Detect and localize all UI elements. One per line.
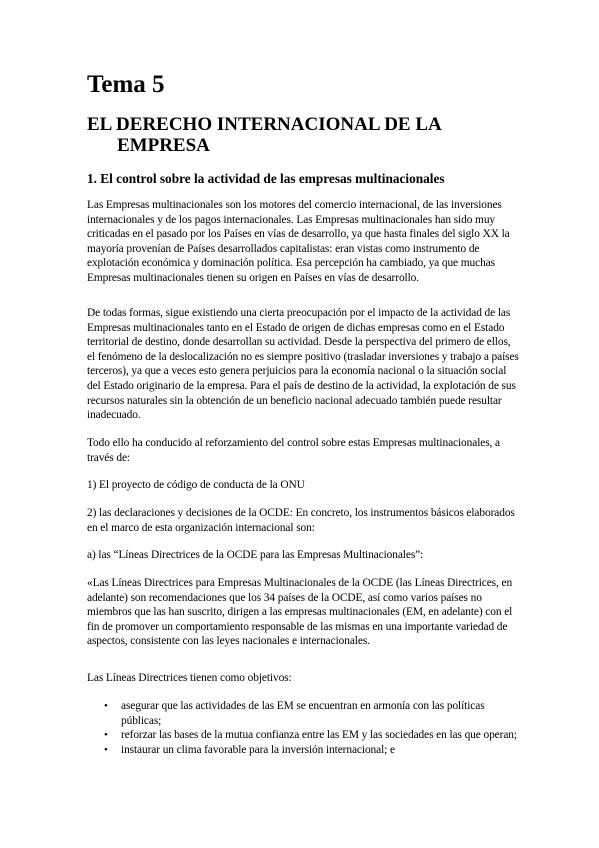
chapter-heading-line-2: EMPRESA xyxy=(117,135,210,156)
chapter-heading-line-1: EL DERECHO INTERNACIONAL DE LA xyxy=(87,114,442,135)
paragraph-4: 1) El proyecto de código de conducta de la ONU xyxy=(87,479,305,491)
list-item xyxy=(87,743,519,758)
paragraph-3: Todo ello ha conducido al reforzamiento del control sobre estas Empresas multinacionales, a través de: xyxy=(87,437,500,464)
objectives-list xyxy=(87,699,519,757)
chapter-heading xyxy=(87,114,507,156)
section-heading: 1. El control sobre la actividad de las empresas multinacionales xyxy=(87,171,445,186)
paragraph-2: De todas formas, sigue existiendo una cierta preocupación por el impacto de la actividad de las Empresas multinacionales tanto en el Estado de origen de dichas empresas como en el Estado territorial de destino, donde desarrollan su actividad. Desde la perspectiva del primero de ellos, el fenómeno de la deslocalización no es siempre positivo (trasladar inversiones y trabajo a países terceros), ya que a veces esto genera perjuicios para la economía nacional o la situación social del Estado originario de la empresa. Para el país de destino de la actividad, la explotación de sus recursos naturales sin la obtención de un beneficio nacional adecuado también puede resultar inadecuado. xyxy=(87,307,519,422)
bullet-icon: • xyxy=(104,700,108,712)
paragraph-5: 2) las declaraciones y decisiones de la OCDE: En concreto, los instrumentos básicos elaborados en el marco de esta organización internacional son: xyxy=(87,507,515,534)
page-title: Tema 5 xyxy=(87,71,165,98)
bullet-icon: • xyxy=(104,729,108,742)
paragraph-1: Las Empresas multinacionales son los motores del comercio internacional, de las inversiones internacionales y de los pagos internacionales. Las Empresas multinacionales han sido muy criticadas en el pasado por los Países en vías de desarrollo, ya que hasta finales del siglo XX la mayoría provenían de Países desarrollados capitalistas: eran vistas como instrumento de explotación económica y dominación política. Esa percepción ha cambiado, ya que muchas Empresas multinacionales tienen su origen en Países en vías de desarrollo. xyxy=(87,199,510,284)
list-item xyxy=(87,699,519,728)
list-item xyxy=(87,728,519,743)
paragraph-8: Las Líneas Directrices tienen como objetivos: xyxy=(87,672,292,684)
bullet-icon: • xyxy=(104,743,108,756)
paragraph-6: a) las “Líneas Directrices de la OCDE para las Empresas Multinacionales”: xyxy=(87,549,424,561)
list-item-text: reforzar las bases de la mutua confianza entre las EM y las sociedades en las que operan; xyxy=(121,729,517,742)
list-item-text: instaurar un clima favorable para la inversión internacional; e xyxy=(121,743,395,756)
paragraph-7: «Las Líneas Directrices para Empresas Multinacionales de la OCDE (las Líneas Directrices, en adelante) son recomendaciones que los 34 países de la OCDE, así como varios países no miembros que las han suscrito, dirigen a las empresas multinacionales (EM, en adelante) con el fin de promover un comportamiento responsable de las mismas en una importante variedad de aspectos, consistente con las leyes nacionales e internacionales. xyxy=(87,577,513,648)
list-item-text: asegurar que las actividades de las EM se encuentran en armonía con las políticas públicas; xyxy=(121,700,485,727)
